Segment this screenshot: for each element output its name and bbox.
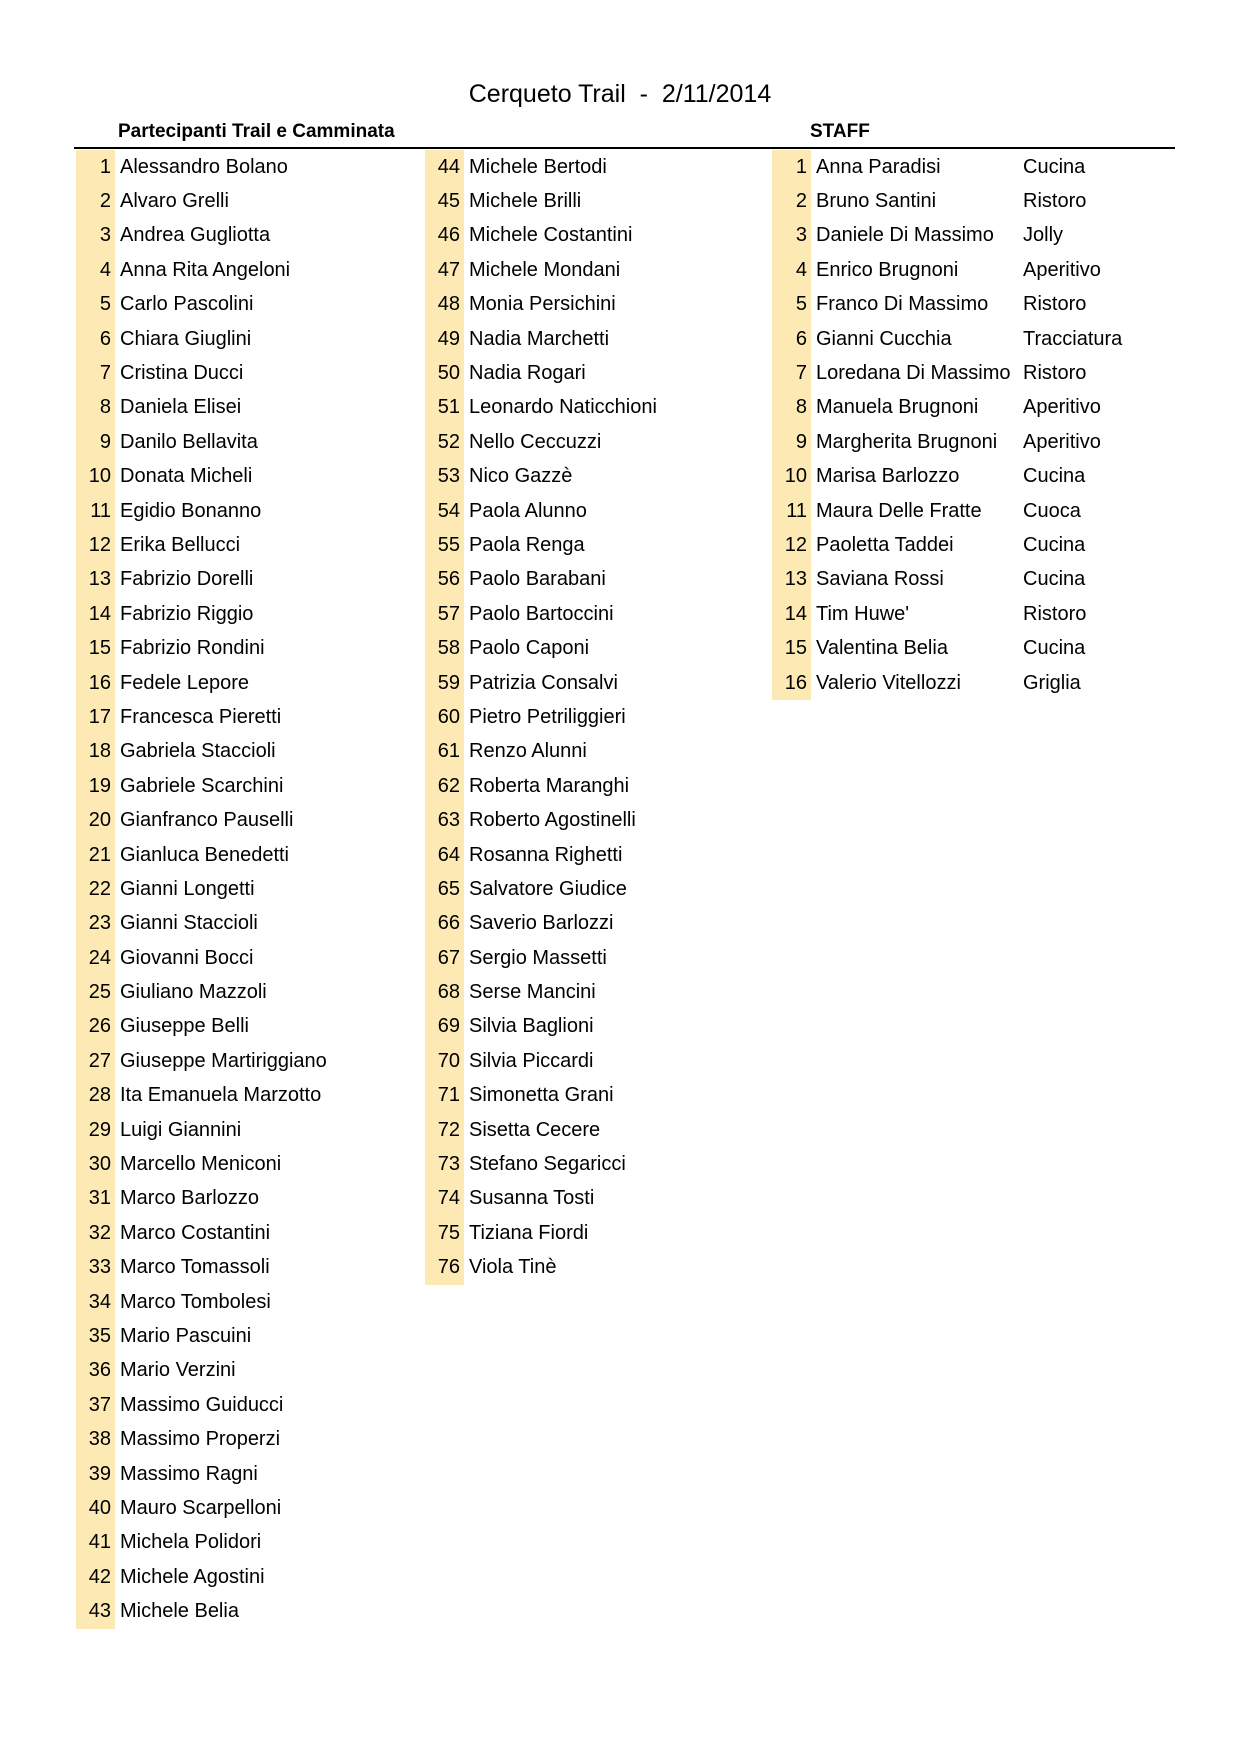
person-name: Massimo Ragni	[120, 1462, 258, 1485]
staff-row	[772, 460, 1122, 494]
row-number: 14	[76, 597, 115, 631]
participant-row	[76, 322, 327, 356]
participant-row	[425, 1044, 657, 1078]
row-number: 55	[425, 528, 464, 562]
person-name: Anna Paradisi	[816, 155, 941, 178]
row-number: 44	[425, 150, 464, 184]
row-number: 29	[76, 1113, 115, 1147]
person-name: Fedele Lepore	[120, 671, 249, 694]
staff-row	[772, 391, 1122, 425]
staff-role: Cuoca	[1023, 499, 1081, 522]
participant-row	[76, 253, 327, 287]
participant-row	[76, 872, 327, 906]
row-number: 63	[425, 803, 464, 837]
row-number: 50	[425, 356, 464, 390]
staff-row	[772, 150, 1122, 184]
person-name: Luigi Giannini	[120, 1118, 242, 1141]
row-number: 2	[772, 184, 811, 218]
row-number: 49	[425, 322, 464, 356]
person-name: Saviana Rossi	[816, 568, 944, 591]
row-number: 8	[772, 391, 811, 425]
row-number: 75	[425, 1216, 464, 1250]
participant-row	[76, 1010, 327, 1044]
participant-row	[76, 803, 327, 837]
row-number: 16	[76, 666, 115, 700]
participant-row	[425, 975, 657, 1009]
person-name: Giuseppe Belli	[120, 1015, 249, 1038]
person-name: Paolo Bartoccini	[469, 602, 614, 625]
staff-row	[772, 631, 1122, 665]
person-name: Fabrizio Rondini	[120, 637, 265, 660]
person-name: Valentina Belia	[816, 637, 948, 660]
person-name: Michele Mondani	[469, 258, 621, 281]
row-number: 1	[76, 150, 115, 184]
person-name: Gianluca Benedetti	[120, 843, 290, 866]
participant-row	[425, 528, 657, 562]
staff-column	[772, 150, 1122, 700]
row-number: 3	[772, 219, 811, 253]
person-name: Manuela Brugnoni	[816, 396, 979, 419]
participant-row	[425, 288, 657, 322]
row-number: 10	[76, 460, 115, 494]
person-name: Marco Tombolesi	[120, 1290, 271, 1313]
person-name: Renzo Alunni	[469, 740, 587, 763]
person-name: Bruno Santini	[816, 190, 937, 213]
participant-row	[76, 941, 327, 975]
row-number: 7	[76, 356, 115, 390]
person-name: Pietro Petriliggieri	[469, 705, 626, 728]
staff-row	[772, 184, 1122, 218]
participant-row	[425, 631, 657, 665]
participant-row	[425, 838, 657, 872]
row-number: 42	[76, 1560, 115, 1594]
row-number: 45	[425, 184, 464, 218]
row-number: 73	[425, 1147, 464, 1181]
participant-row	[76, 494, 327, 528]
row-number: 18	[76, 735, 115, 769]
row-number: 11	[772, 494, 811, 528]
person-name: Paolo Caponi	[469, 637, 590, 660]
person-name: Daniele Di Massimo	[816, 224, 994, 247]
participant-row	[425, 494, 657, 528]
staff-role: Aperitivo	[1023, 430, 1101, 453]
person-name: Fabrizio Riggio	[120, 602, 254, 625]
person-name: Nico Gazzè	[469, 465, 573, 488]
participant-row	[425, 735, 657, 769]
staff-row	[772, 253, 1122, 287]
participant-row	[425, 356, 657, 390]
row-number: 71	[425, 1079, 464, 1113]
person-name: Loredana Di Massimo	[816, 362, 1011, 385]
person-name: Michele Bertodi	[469, 155, 607, 178]
row-number: 26	[76, 1010, 115, 1044]
person-name: Danilo Bellavita	[120, 430, 258, 453]
row-number: 31	[76, 1182, 115, 1216]
staff-row	[772, 494, 1122, 528]
participant-row	[425, 872, 657, 906]
row-number: 47	[425, 253, 464, 287]
staff-role: Cucina	[1023, 155, 1086, 178]
person-name: Paolo Barabani	[469, 568, 606, 591]
row-number: 59	[425, 666, 464, 700]
row-number: 68	[425, 975, 464, 1009]
row-number: 1	[772, 150, 811, 184]
row-number: 69	[425, 1010, 464, 1044]
person-name: Marco Barlozzo	[120, 1187, 259, 1210]
participant-row	[76, 1457, 327, 1491]
person-name: Paola Renga	[469, 533, 585, 556]
row-number: 17	[76, 700, 115, 734]
row-number: 74	[425, 1182, 464, 1216]
row-number: 48	[425, 288, 464, 322]
row-number: 25	[76, 975, 115, 1009]
person-name: Silvia Piccardi	[469, 1049, 594, 1072]
participant-row	[425, 1251, 657, 1285]
row-number: 57	[425, 597, 464, 631]
row-number: 3	[76, 219, 115, 253]
row-number: 12	[76, 528, 115, 562]
participant-row	[425, 1079, 657, 1113]
participant-row	[425, 391, 657, 425]
person-name: Stefano Segaricci	[469, 1153, 626, 1176]
person-name: Gianni Cucchia	[816, 327, 952, 350]
participant-row	[425, 253, 657, 287]
person-name: Sisetta Cecere	[469, 1118, 601, 1141]
participant-row	[425, 322, 657, 356]
staff-role: Aperitivo	[1023, 396, 1101, 419]
participant-row	[76, 288, 327, 322]
participant-row	[76, 597, 327, 631]
person-name: Franco Di Massimo	[816, 293, 989, 316]
row-number: 5	[76, 288, 115, 322]
participant-row	[76, 1526, 327, 1560]
person-name: Marcello Meniconi	[120, 1153, 282, 1176]
participant-row	[76, 425, 327, 459]
participant-row	[76, 1182, 327, 1216]
row-number: 10	[772, 460, 811, 494]
person-name: Salvatore Giudice	[469, 877, 627, 900]
row-number: 5	[772, 288, 811, 322]
person-name: Erika Bellucci	[120, 533, 241, 556]
person-name: Giuliano Mazzoli	[120, 981, 267, 1004]
person-name: Rosanna Righetti	[469, 843, 623, 866]
participant-row	[76, 838, 327, 872]
participant-row	[76, 1216, 327, 1250]
participant-row	[76, 907, 327, 941]
person-name: Alessandro Bolano	[120, 155, 288, 178]
staff-role: Cucina	[1023, 533, 1086, 556]
person-name: Michele Agostini	[120, 1565, 265, 1588]
person-name: Andrea Gugliotta	[120, 224, 271, 247]
row-number: 76	[425, 1251, 464, 1285]
staff-heading: STAFF	[810, 121, 870, 142]
row-number: 41	[76, 1526, 115, 1560]
person-name: Anna Rita Angeloni	[120, 258, 291, 281]
person-name: Mario Pascuini	[120, 1324, 252, 1347]
person-name: Chiara Giuglini	[120, 327, 252, 350]
row-number: 21	[76, 838, 115, 872]
person-name: Gianfranco Pauselli	[120, 809, 294, 832]
person-name: Donata Micheli	[120, 465, 253, 488]
participant-row	[76, 1388, 327, 1422]
row-number: 7	[772, 356, 811, 390]
participant-row	[425, 1113, 657, 1147]
row-number: 19	[76, 769, 115, 803]
row-number: 67	[425, 941, 464, 975]
person-name: Gabriele Scarchini	[120, 774, 284, 797]
participant-row	[76, 1285, 327, 1319]
participant-row	[425, 907, 657, 941]
person-name: Paoletta Taddei	[816, 533, 954, 556]
person-name: Viola Tinè	[469, 1256, 557, 1279]
participant-row	[76, 563, 327, 597]
row-number: 30	[76, 1147, 115, 1181]
row-number: 22	[76, 872, 115, 906]
participant-row	[76, 356, 327, 390]
participant-row	[425, 425, 657, 459]
person-name: Daniela Elisei	[120, 396, 242, 419]
row-number: 16	[772, 666, 811, 700]
person-name: Roberto Agostinelli	[469, 809, 636, 832]
row-number: 15	[772, 631, 811, 665]
participant-row	[76, 631, 327, 665]
person-name: Saverio Barlozzi	[469, 912, 614, 935]
row-number: 34	[76, 1285, 115, 1319]
person-name: Carlo Pascolini	[120, 293, 254, 316]
participant-row	[76, 219, 327, 253]
participant-row	[76, 1044, 327, 1078]
participant-row	[76, 1251, 327, 1285]
participant-row	[76, 391, 327, 425]
row-number: 32	[76, 1216, 115, 1250]
staff-role: Cucina	[1023, 637, 1086, 660]
row-number: 52	[425, 425, 464, 459]
row-number: 15	[76, 631, 115, 665]
staff-row	[772, 356, 1122, 390]
person-name: Susanna Tosti	[469, 1187, 595, 1210]
row-number: 58	[425, 631, 464, 665]
staff-row	[772, 219, 1122, 253]
row-number: 40	[76, 1491, 115, 1525]
person-name: Gabriela Staccioli	[120, 740, 276, 763]
row-number: 36	[76, 1354, 115, 1388]
participant-row	[76, 460, 327, 494]
row-number: 72	[425, 1113, 464, 1147]
row-number: 60	[425, 700, 464, 734]
staff-row	[772, 597, 1122, 631]
participant-row	[425, 803, 657, 837]
participant-row	[76, 150, 327, 184]
row-number: 6	[772, 322, 811, 356]
row-number: 6	[76, 322, 115, 356]
participant-row	[76, 1354, 327, 1388]
person-name: Marco Costantini	[120, 1221, 271, 1244]
person-name: Fabrizio Dorelli	[120, 568, 254, 591]
row-number: 28	[76, 1079, 115, 1113]
person-name: Paola Alunno	[469, 499, 587, 522]
row-number: 64	[425, 838, 464, 872]
row-number: 70	[425, 1044, 464, 1078]
participant-row	[425, 1010, 657, 1044]
participants-column-2	[425, 150, 657, 1285]
row-number: 9	[772, 425, 811, 459]
person-name: Enrico Brugnoni	[816, 258, 959, 281]
participants-column-1	[76, 150, 327, 1629]
row-number: 35	[76, 1319, 115, 1353]
row-number: 9	[76, 425, 115, 459]
participant-row	[425, 184, 657, 218]
row-number: 61	[425, 735, 464, 769]
staff-role: Griglia	[1023, 671, 1081, 694]
staff-role: Jolly	[1023, 224, 1064, 247]
person-name: Massimo Properzi	[120, 1428, 281, 1451]
participant-row	[425, 769, 657, 803]
row-number: 13	[772, 563, 811, 597]
participant-row	[76, 666, 327, 700]
participant-row	[76, 769, 327, 803]
row-number: 56	[425, 563, 464, 597]
person-name: Michele Brilli	[469, 190, 582, 213]
participant-row	[425, 563, 657, 597]
person-name: Michele Costantini	[469, 224, 633, 247]
staff-row	[772, 528, 1122, 562]
participant-row	[76, 1319, 327, 1353]
row-number: 62	[425, 769, 464, 803]
staff-row	[772, 425, 1122, 459]
participant-row	[425, 1216, 657, 1250]
participant-row	[76, 1560, 327, 1594]
person-name: Egidio Bonanno	[120, 499, 262, 522]
staff-role: Aperitivo	[1023, 258, 1101, 281]
person-name: Giovanni Bocci	[120, 946, 254, 969]
row-number: 43	[76, 1594, 115, 1628]
row-number: 65	[425, 872, 464, 906]
row-number: 37	[76, 1388, 115, 1422]
participants-heading: Partecipanti Trail e Camminata	[118, 121, 395, 142]
person-name: Maura Delle Fratte	[816, 499, 982, 522]
row-number: 38	[76, 1422, 115, 1456]
person-name: Tim Huwe'	[816, 602, 910, 625]
row-number: 14	[772, 597, 811, 631]
participant-row	[76, 1491, 327, 1525]
participant-row	[425, 1147, 657, 1181]
participant-row	[425, 597, 657, 631]
participant-row	[76, 975, 327, 1009]
staff-role: Ristoro	[1023, 190, 1087, 213]
staff-role: Tracciatura	[1023, 327, 1123, 350]
person-name: Nadia Marchetti	[469, 327, 610, 350]
person-name: Margherita Brugnoni	[816, 430, 998, 453]
participant-row	[76, 1147, 327, 1181]
row-number: 27	[76, 1044, 115, 1078]
participant-row	[76, 1079, 327, 1113]
row-number: 13	[76, 563, 115, 597]
row-number: 4	[76, 253, 115, 287]
row-number: 8	[76, 391, 115, 425]
row-number: 23	[76, 907, 115, 941]
participant-row	[76, 1113, 327, 1147]
person-name: Nello Ceccuzzi	[469, 430, 602, 453]
staff-role: Cucina	[1023, 465, 1086, 488]
person-name: Alvaro Grelli	[120, 190, 229, 213]
participant-row	[76, 528, 327, 562]
participant-row	[425, 700, 657, 734]
row-number: 66	[425, 907, 464, 941]
staff-row	[772, 563, 1122, 597]
participant-row	[76, 700, 327, 734]
person-name: Serse Mancini	[469, 981, 596, 1004]
person-name: Michela Polidori	[120, 1531, 262, 1554]
person-name: Michele Belia	[120, 1600, 239, 1623]
row-number: 2	[76, 184, 115, 218]
row-number: 20	[76, 803, 115, 837]
person-name: Tiziana Fiordi	[469, 1221, 589, 1244]
row-number: 39	[76, 1457, 115, 1491]
staff-row	[772, 666, 1122, 700]
participant-row	[425, 460, 657, 494]
person-name: Silvia Baglioni	[469, 1015, 594, 1038]
participant-row	[425, 150, 657, 184]
row-number: 12	[772, 528, 811, 562]
person-name: Valerio Vitellozzi	[816, 671, 961, 694]
participant-row	[76, 184, 327, 218]
staff-role: Cucina	[1023, 568, 1086, 591]
row-number: 46	[425, 219, 464, 253]
person-name: Marisa Barlozzo	[816, 465, 960, 488]
participant-row	[425, 219, 657, 253]
row-number: 53	[425, 460, 464, 494]
row-number: 33	[76, 1251, 115, 1285]
row-number: 11	[76, 494, 115, 528]
participant-row	[425, 941, 657, 975]
person-name: Cristina Ducci	[120, 362, 244, 385]
header-divider	[74, 147, 1175, 149]
participant-row	[76, 1422, 327, 1456]
person-name: Sergio Massetti	[469, 946, 607, 969]
person-name: Gianni Longetti	[120, 877, 255, 900]
staff-role: Ristoro	[1023, 362, 1087, 385]
person-name: Patrizia Consalvi	[469, 671, 618, 694]
row-number: 54	[425, 494, 464, 528]
person-name: Marco Tomassoli	[120, 1256, 270, 1279]
person-name: Massimo Guiducci	[120, 1393, 284, 1416]
participant-row	[76, 735, 327, 769]
row-number: 24	[76, 941, 115, 975]
person-name: Simonetta Grani	[469, 1084, 614, 1107]
person-name: Mario Verzini	[120, 1359, 236, 1382]
row-number: 4	[772, 253, 811, 287]
person-name: Leonardo Naticchioni	[469, 396, 657, 419]
person-name: Mauro Scarpelloni	[120, 1496, 282, 1519]
participant-row	[425, 1182, 657, 1216]
participant-row	[76, 1594, 327, 1628]
person-name: Gianni Staccioli	[120, 912, 258, 935]
person-name: Monia Persichini	[469, 293, 616, 316]
person-name: Nadia Rogari	[469, 362, 586, 385]
page-title: Cerqueto Trail - 2/11/2014	[468, 80, 772, 108]
row-number: 51	[425, 391, 464, 425]
participant-row	[425, 666, 657, 700]
person-name: Roberta Maranghi	[469, 774, 630, 797]
person-name: Giuseppe Martiriggiano	[120, 1049, 327, 1072]
staff-role: Ristoro	[1023, 602, 1087, 625]
person-name: Ita Emanuela Marzotto	[120, 1084, 322, 1107]
person-name: Francesca Pieretti	[120, 705, 282, 728]
staff-role: Ristoro	[1023, 293, 1087, 316]
staff-row	[772, 288, 1122, 322]
staff-row	[772, 322, 1122, 356]
